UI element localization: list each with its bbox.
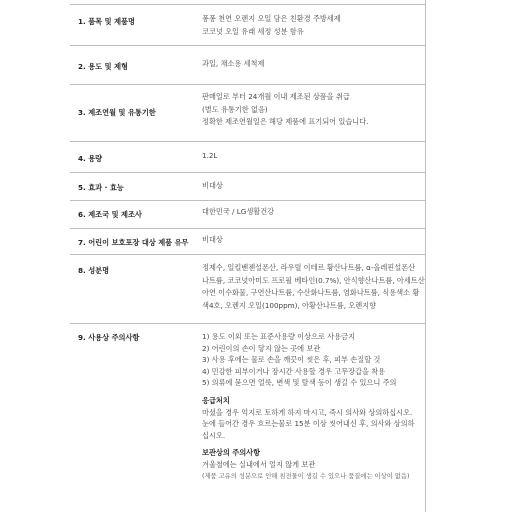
value-line: 과일, 채소용 세척제 <box>202 59 265 68</box>
value-line: 정제수, 일킬벤젠설폰산, 라우릴 이테르 황산나트륨, α-올레핀설폰산 <box>202 263 416 272</box>
row-label-capacity: 4. 용량 <box>78 154 103 163</box>
value-line: 1.2L <box>202 151 218 160</box>
row-value-manufacture-date <box>202 91 368 129</box>
divider <box>70 200 426 201</box>
row-value-effect <box>202 180 223 193</box>
caution-item: 5) 의류에 묻으면 얼룩, 변색 및 탈색 등이 생길 수 있으니 주의 <box>202 378 397 388</box>
emergency-line: 십시오. <box>202 430 226 440</box>
caution-item: 2) 어린이의 손이 닿지 않는 곳에 보관 <box>202 343 321 353</box>
product-info-sheet <box>70 0 433 512</box>
caution-item: 3) 사용 후에는 물로 손을 깨끗이 씻은 후, 피부 손질할 것 <box>202 355 381 365</box>
value-line: (별도 유통기한 없음) <box>202 104 268 114</box>
row-value-ingredients <box>202 262 425 312</box>
row-value-manufacturer <box>202 206 274 219</box>
emergency-title: 응급처치 <box>202 395 230 405</box>
value-line: 퐁퐁 천연 오렌지 오일 담은 친환경 주방세제 <box>202 14 341 23</box>
divider <box>70 4 426 5</box>
row-label-ingredients: 8. 성분명 <box>78 266 110 275</box>
divider <box>70 45 426 46</box>
emergency-line: 마셨을 경우 억지로 토하게 하지 마시고, 즉시 의사와 상의하십시오. <box>202 407 413 417</box>
right-border <box>425 0 426 512</box>
row-label-manufacture-date: 3. 제조연월 및 유통기한 <box>78 108 156 117</box>
row-label-manufacturer: 6. 제조국 및 제조사 <box>78 210 142 219</box>
value-line: 판매일로 부터 24개월 이내 제조된 상품을 취급 <box>202 92 350 101</box>
row-value-caution <box>202 331 415 482</box>
value-line: 나트륨, 코코넛아미도 프로필 베타인(0.7%), 안식향산나트륨, 아세트산 <box>202 275 425 285</box>
storage-note: (제품 고유의 성분으로 인해 침전물이 생길 수 있으나 품질에는 이상이 없음) <box>202 472 410 480</box>
row-value-product-name <box>202 13 341 38</box>
storage-line: 겨울철에는 실내에서 얼지 않게 보관 <box>202 459 316 469</box>
value-line: 아연 이수화물, 구연산나트륨, 수산화나트륨, 염화나트륨, 식용색소 황 <box>202 288 420 297</box>
row-label-usage: 2. 용도 및 제형 <box>78 62 128 71</box>
value-line: 색4호, 오렌지 오일(100ppm), 아황산나트륨, 오렌지향 <box>202 300 377 310</box>
row-label-effect: 5. 효과 · 효능 <box>78 183 124 192</box>
divider <box>70 172 426 173</box>
divider <box>70 323 426 324</box>
storage-title: 보관상의 주의사항 <box>202 448 261 458</box>
row-value-capacity <box>202 150 217 163</box>
row-value-child-protection <box>202 234 223 247</box>
row-label-caution: 9. 사용상 주의사항 <box>78 333 140 342</box>
value-line: 비대상 <box>202 181 223 190</box>
value-line: 비대상 <box>202 235 223 244</box>
row-label-child-protection: 7. 어린이 보호포장 대상 제품 유무 <box>78 238 189 247</box>
caution-item: 1) 용도 이외 또는 표준사용량 이상으로 사용금지 <box>202 332 356 341</box>
value-line: 대한민국 / LG생활건강 <box>202 207 275 216</box>
row-label-product-name: 1. 품목 및 제품명 <box>78 17 135 26</box>
divider <box>70 228 426 229</box>
divider <box>70 141 426 142</box>
value-line: 코코넛 오일 유래 세정 성분 함유 <box>202 26 304 36</box>
row-value-usage <box>202 58 264 71</box>
divider <box>70 254 426 255</box>
value-line: 정확한 제조연월일은 해당 제품에 표기되어 있습니다. <box>202 117 369 126</box>
divider <box>70 84 426 85</box>
caution-item: 4) 민감한 피부이거나 장시간 사용할 경우 고무장갑을 착용 <box>202 366 386 376</box>
emergency-line: 눈에 들어간 경우 흐르는물로 15분 이상 씻어내신 후, 의사와 상의하 <box>202 419 415 429</box>
